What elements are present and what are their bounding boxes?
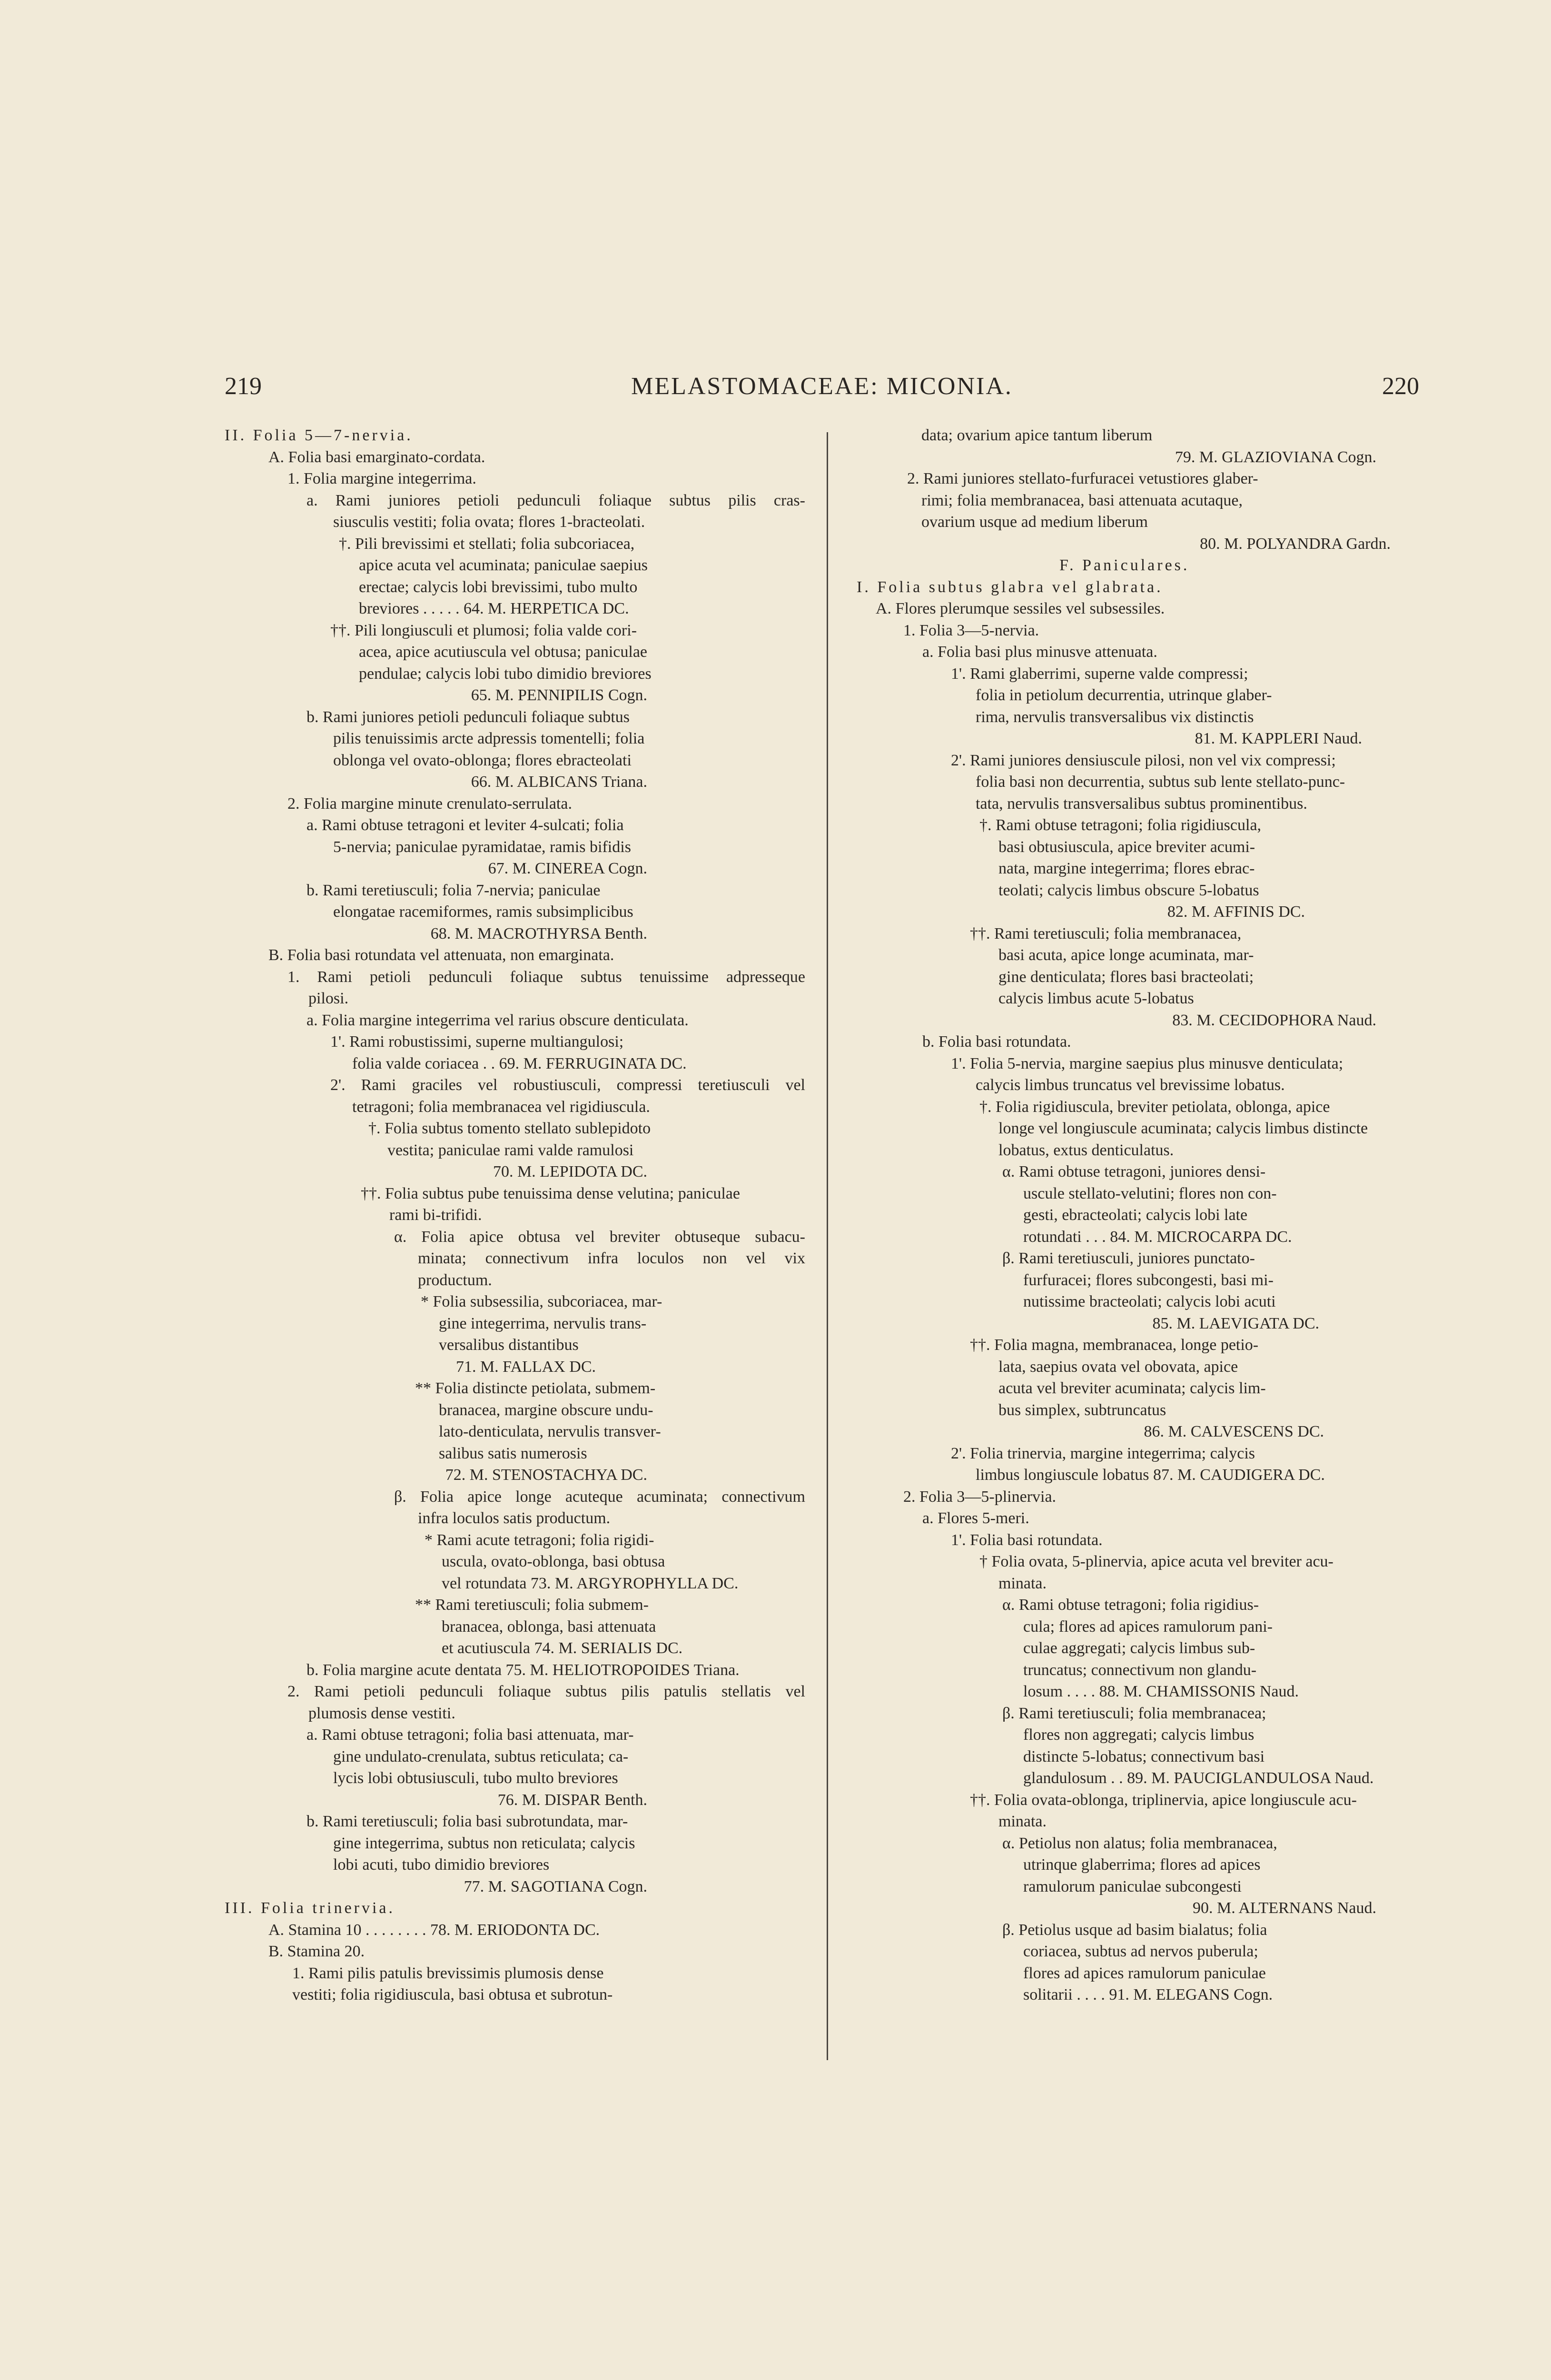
key-text-line: calycis limbus acute 5-lobatus <box>998 990 1194 1007</box>
key-text-line: 2'. Folia trinervia, margine integerrima; calycis <box>951 1444 1255 1462</box>
key-text-line: ††. Folia ovata-oblonga, triplinervia, apice longiuscule acu- <box>970 1791 1357 1809</box>
key-text-line: b. Folia basi rotundata. <box>922 1033 1071 1051</box>
key-text-line: minata; connectivum infra loculos non vel vix <box>418 1250 805 1267</box>
key-text-line: 1. Folia margine integerrima. <box>287 470 476 487</box>
key-text-line: nata, margine integerrima; flores ebrac- <box>998 860 1255 877</box>
key-text-line: a. Rami obtuse tetragoni et leviter 4-sulcati; folia <box>306 816 624 834</box>
key-text-line: lobatus, extus denticulatus. <box>998 1141 1174 1159</box>
key-text-line: II. Folia 5—7-nervia. <box>225 426 413 444</box>
key-text-line: flores ad apices ramulorum paniculae <box>1023 1964 1266 1982</box>
key-text-line: F. Paniculares. <box>1059 556 1190 574</box>
key-text-line: 1'. Folia 5-nervia, margine saepius plus minusve denticulata; <box>951 1054 1344 1072</box>
key-text-line: ** Rami teretiusculi; folia submem- <box>415 1596 649 1614</box>
species-entry-line: 76. M. DISPAR Benth. <box>497 1791 647 1809</box>
key-text-line: ** Folia distincte petiolata, submem- <box>415 1379 656 1397</box>
key-text-line: branacea, margine obscure undu- <box>439 1401 653 1419</box>
key-text-line: pilosi. <box>308 990 349 1007</box>
key-text-line: glandulosum . . 89. M. PAUCIGLANDULOSA Naud. <box>1023 1769 1374 1787</box>
key-text-line: branacea, oblonga, basi attenuata <box>442 1617 656 1636</box>
key-text-line: productum. <box>418 1271 492 1289</box>
species-entry-line: 66. M. ALBICANS Triana. <box>471 773 647 791</box>
species-entry-line: 67. M. CINEREA Cogn. <box>488 860 647 877</box>
key-text-line: infra loculos satis productum. <box>418 1509 611 1527</box>
key-text-line: * Rami acute tetragoni; folia rigidi- <box>425 1531 654 1549</box>
key-text-line: bus simplex, subtruncatus <box>998 1401 1166 1419</box>
key-text-line: basi obtusiuscula, apice breviter acumi- <box>998 838 1255 856</box>
key-text-line: 2'. Rami juniores densiuscule pilosi, non vel vix compressi; <box>951 751 1336 769</box>
key-text-line: calycis limbus truncatus vel brevissime lobatus. <box>976 1076 1285 1094</box>
running-header <box>225 372 1419 415</box>
key-text-line: β. Rami teretiusculi, juniores punctato- <box>1002 1250 1255 1267</box>
key-text-line: 1'. Rami robustissimi, superne multiangulosi; <box>330 1033 624 1051</box>
key-text-line: siusculis vestiti; folia ovata; flores 1-bracteolati. <box>333 513 645 531</box>
key-text-line: folia in petiolum decurrentia, utrinque glaber- <box>976 686 1272 704</box>
key-text-line: tata, nervulis transversalibus subtus prominentibus. <box>976 794 1307 813</box>
key-text-line: A. Folia basi emarginato-cordata. <box>268 448 485 466</box>
key-text-line: vel rotundata 73. M. ARGYROPHYLLA DC. <box>442 1574 739 1592</box>
key-text-line: α. Folia apice obtusa vel breviter obtuseque subacu- <box>394 1228 805 1246</box>
key-text-line: longe vel longiuscule acuminata; calycis limbus distincte <box>998 1120 1368 1137</box>
key-text-line: a. Folia basi plus minusve attenuata. <box>922 643 1157 661</box>
key-text-line: B. Stamina 20. <box>268 1943 365 1960</box>
key-text-line: cula; flores ad apices ramulorum pani- <box>1023 1617 1273 1636</box>
left-column <box>225 425 805 2006</box>
key-text-line: elongatae racemiformes, ramis subsimplicibus <box>333 903 633 921</box>
key-text-line: folia valde coriacea . . 69. M. FERRUGINATA DC. <box>352 1054 687 1072</box>
species-entry-line: 70. M. LEPIDOTA DC. <box>493 1163 647 1180</box>
key-text-line: plumosis dense vestiti. <box>308 1704 455 1722</box>
key-text-line: teolati; calycis limbus obscure 5-lobatus <box>998 881 1259 899</box>
key-text-line: salibus satis numerosis <box>439 1444 587 1462</box>
key-text-line: limbus longiuscule lobatus 87. M. CAUDIGERA DC. <box>976 1466 1325 1484</box>
key-text-line: gesti, ebracteolati; calycis lobi late <box>1023 1206 1248 1224</box>
key-text-line: vestiti; folia rigidiuscula, basi obtusa et subrotun- <box>292 1986 613 2003</box>
key-text-line: solitarii . . . . 91. M. ELEGANS Cogn. <box>1023 1986 1273 2003</box>
key-text-line: distincte 5-lobatus; connectivum basi <box>1023 1747 1265 1765</box>
key-text-line: 1'. Rami glaberrimi, superne valde compressi; <box>951 664 1248 683</box>
species-entry-line: 86. M. CALVESCENS DC. <box>1144 1423 1324 1440</box>
key-text-line: b. Rami juniores petioli pedunculi foliaque subtus <box>306 708 630 726</box>
key-text-line: losum . . . . 88. M. CHAMISSONIS Naud. <box>1023 1683 1299 1700</box>
species-entry-line: 79. M. GLAZIOVIANA Cogn. <box>1175 448 1376 466</box>
key-text-line: lycis lobi obtusiusculi, tubo multo breviores <box>333 1769 618 1787</box>
key-text-line: A. Flores plerumque sessiles vel subsessiles. <box>876 600 1165 617</box>
key-text-line: uscula, ovato-oblonga, basi obtusa <box>442 1553 665 1570</box>
species-entry-line: 83. M. CECIDOPHORA Naud. <box>1172 1011 1376 1029</box>
key-text-line: folia basi non decurrentia, subtus sub lente stellato-punc- <box>976 773 1345 791</box>
key-text-line: pilis tenuissimis arcte adpressis tomentelli; folia <box>333 730 645 747</box>
key-text-line: † Folia ovata, 5-plinervia, apice acuta vel breviter acu- <box>979 1553 1334 1570</box>
key-text-line: ††. Folia magna, membranacea, longe petio- <box>970 1336 1259 1354</box>
key-text-line: a. Flores 5-meri. <box>922 1509 1029 1527</box>
key-text-line: gine integerrima, subtus non reticulata; calycis <box>333 1834 635 1852</box>
key-text-line: apice acuta vel acuminata; paniculae saepius <box>359 556 648 574</box>
page-number-right: 220 <box>1382 373 1419 400</box>
key-text-line: a. Rami obtuse tetragoni; folia basi attenuata, mar- <box>306 1726 634 1744</box>
key-text-line: I. Folia subtus glabra vel glabrata. <box>857 578 1163 596</box>
key-text-line: gine undulato-crenulata, subtus reticulata; ca- <box>333 1747 629 1765</box>
key-text-line: 1. Folia 3—5-nervia. <box>903 621 1039 639</box>
key-text-line: β. Rami teretiusculi; folia membranacea; <box>1002 1704 1266 1722</box>
key-text-line: ††. Rami teretiusculi; folia membranacea, <box>970 924 1242 942</box>
species-entry-line: 71. M. FALLAX DC. <box>455 1358 596 1376</box>
species-entry-line: 72. M. STENOSTACHYA DC. <box>445 1466 647 1484</box>
key-text-line: truncatus; connectivum non glandu- <box>1023 1661 1257 1679</box>
key-text-line: et acutiuscula 74. M. SERIALIS DC. <box>442 1639 683 1657</box>
key-text-line: β. Petiolus usque ad basim bialatus; folia <box>1002 1921 1267 1939</box>
key-text-line: flores non aggregati; calycis limbus <box>1023 1726 1255 1744</box>
key-text-line: ††. Folia subtus pube tenuissima dense velutina; paniculae <box>361 1184 740 1202</box>
key-text-line: α. Rami obtuse tetragoni; folia rigidius- <box>1002 1596 1259 1614</box>
key-text-line: basi acuta, apice longe acuminata, mar- <box>998 946 1254 964</box>
key-text-line: ovarium usque ad medium liberum <box>921 513 1148 531</box>
key-text-line: rimi; folia membranacea, basi attenuata acutaque, <box>921 491 1243 509</box>
key-text-line: rima, nervulis transversalibus vix distinctis <box>976 708 1254 726</box>
key-text-line: minata. <box>998 1574 1047 1592</box>
key-text-line: * Folia subsessilia, subcoriacea, mar- <box>421 1293 662 1310</box>
key-text-line: α. Petiolus non alatus; folia membranacea, <box>1002 1834 1277 1852</box>
key-text-line: culae aggregati; calycis limbus sub- <box>1023 1639 1255 1657</box>
key-text-line: versalibus distantibus <box>439 1336 579 1354</box>
key-text-line: 5-nervia; paniculae pyramidatae, ramis bifidis <box>333 838 631 856</box>
key-text-line: lato-denticulata, nervulis transver- <box>439 1423 661 1440</box>
key-text-line: 2. Folia 3—5-plinervia. <box>903 1488 1057 1506</box>
key-text-line: 1. Rami pilis patulis brevissimis plumosis dense <box>292 1964 604 1982</box>
key-text-line: gine integerrima, nervulis trans- <box>439 1314 647 1332</box>
species-entry-line: 77. M. SAGOTIANA Cogn. <box>464 1877 647 1895</box>
key-text-line: a. Folia margine integerrima vel rarius obscure denticulata. <box>306 1011 689 1029</box>
column-rule <box>827 432 828 2060</box>
key-text-line: †. Rami obtuse tetragoni; folia rigidiuscula, <box>979 816 1262 834</box>
key-text-line: nutissime bracteolati; calycis lobi acuti <box>1023 1293 1276 1310</box>
key-text-line: 2. Rami petioli pedunculi foliaque subtus pilis patulis stellatis vel <box>287 1683 805 1700</box>
key-text-line: †. Folia subtus tomento stellato sublepidoto <box>368 1120 651 1137</box>
species-entry-line: 85. M. LAEVIGATA DC. <box>1152 1314 1319 1332</box>
key-text-line: gine denticulata; flores basi bracteolati; <box>998 968 1254 986</box>
key-text-line: ramulorum paniculae subcongesti <box>1023 1877 1242 1895</box>
key-text-line: uscule stellato-velutini; flores non con- <box>1023 1184 1277 1202</box>
key-text-line: b. Folia margine acute dentata 75. M. HELIOTROPOIDES Triana. <box>306 1661 740 1679</box>
species-entry-line: 81. M. KAPPLERI Naud. <box>1195 730 1362 747</box>
key-text-line: III. Folia trinervia. <box>225 1899 395 1917</box>
key-text-line: tetragoni; folia membranacea vel rigidiuscula. <box>352 1098 650 1116</box>
right-column <box>857 425 1419 2006</box>
key-text-line: rami bi-trifidi. <box>389 1206 482 1224</box>
key-text-line: vestita; paniculae rami valde ramulosi <box>387 1141 634 1159</box>
key-text-line: β. Folia apice longe acuteque acuminata; connectivum <box>394 1488 805 1506</box>
species-entry-line: 82. M. AFFINIS DC. <box>1167 903 1305 921</box>
key-text-line: oblonga vel ovato-oblonga; flores ebracteolati <box>333 751 632 769</box>
key-text-line: breviores . . . . . 64. M. HERPETICA DC. <box>359 600 629 617</box>
species-entry-line: 65. M. PENNIPILIS Cogn. <box>471 686 647 704</box>
key-text-line: †. Folia rigidiuscula, breviter petiolata, oblonga, apice <box>979 1098 1330 1116</box>
key-text-line: acea, apice acutiuscula vel obtusa; paniculae <box>359 643 648 661</box>
key-text-line: utrinque glaberrima; flores ad apices <box>1023 1856 1261 1874</box>
key-text-line: b. Rami teretiusculi; folia 7-nervia; paniculae <box>306 881 601 899</box>
key-text-line: 2. Folia margine minute crenulato-serrulata. <box>287 794 572 813</box>
key-text-line: ††. Pili longiusculi et plumosi; folia valde cori- <box>330 621 637 639</box>
key-text-line: 2. Rami juniores stellato-furfuracei vetustiores glaber- <box>907 470 1258 487</box>
key-text-line: A. Stamina 10 . . . . . . . . 78. M. ERIODONTA DC. <box>268 1921 600 1939</box>
key-text-line: pendulae; calycis lobi tubo dimidio breviores <box>359 664 652 683</box>
key-text-line: lobi acuti, tubo dimidio breviores <box>333 1856 550 1874</box>
key-text-line: 1. Rami petioli pedunculi foliaque subtus tenuissime adpresseque <box>287 968 805 986</box>
key-text-line: furfuracei; flores subcongesti, basi mi- <box>1023 1271 1274 1289</box>
page-number-left: 219 <box>225 373 262 400</box>
key-text-line: minata. <box>998 1813 1047 1830</box>
key-text-line: †. Pili brevissimi et stellati; folia subcoriacea, <box>339 535 635 553</box>
key-text-line: erectae; calycis lobi brevissimi, tubo multo <box>359 578 638 596</box>
species-entry-line: 68. M. MACROTHYRSA Benth. <box>430 924 647 942</box>
key-text-line: acuta vel breviter acuminata; calycis lim- <box>998 1379 1266 1397</box>
key-text-line: 1'. Folia basi rotundata. <box>951 1531 1103 1549</box>
key-text-line: 2'. Rami graciles vel robustiusculi, compressi teretiusculi vel <box>330 1076 805 1094</box>
species-entry-line: 90. M. ALTERNANS Naud. <box>1193 1899 1376 1917</box>
running-title: MELASTOMACEAE: MICONIA. <box>631 373 1013 400</box>
key-text-line: rotundati . . . 84. M. MICROCARPA DC. <box>1023 1228 1292 1246</box>
key-text-line: a. Rami juniores petioli pedunculi foliaque subtus pilis cras- <box>306 491 805 509</box>
key-text-line: lata, saepius ovata vel obovata, apice <box>998 1358 1238 1376</box>
key-text-line: data; ovarium apice tantum liberum <box>921 426 1153 444</box>
key-text-line: α. Rami obtuse tetragoni, juniores densi- <box>1002 1163 1266 1180</box>
key-text-line: B. Folia basi rotundata vel attenuata, non emarginata. <box>268 946 614 964</box>
key-text-line: b. Rami teretiusculi; folia basi subrotundata, mar- <box>306 1813 628 1830</box>
species-entry-line: 80. M. POLYANDRA Gardn. <box>1200 535 1391 553</box>
key-text-line: coriacea, subtus ad nervos puberula; <box>1023 1943 1258 1960</box>
